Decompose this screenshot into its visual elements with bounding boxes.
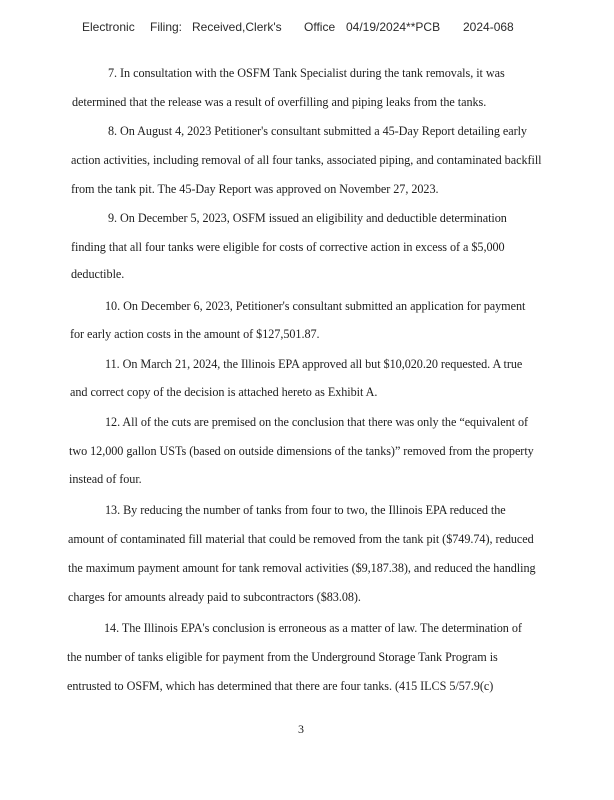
paragraph-10-line-1: 10. On December 6, 2023, Petitioner's consultant submitted an application for payment (105, 299, 526, 313)
paragraph-14-line-2: the number of tanks eligible for payment from the Underground Storage Tank Program is (67, 650, 498, 664)
header-electronic: Electronic (82, 20, 135, 34)
paragraph-7-line-1: 7. In consultation with the OSFM Tank Specialist during the tank removals, it was (108, 66, 505, 80)
paragraph-11-line-2: and correct copy of the decision is attached hereto as Exhibit A. (70, 385, 378, 399)
header-case-number: 2024-068 (463, 20, 514, 34)
paragraph-8-line-2: action activities, including removal of all four tanks, associated piping, and contaminated backfill (71, 153, 542, 167)
paragraph-9-line-1: 9. On December 5, 2023, OSFM issued an eligibility and deductible determination (108, 211, 507, 225)
header-date: 04/19/2024**PCB (346, 20, 441, 34)
page-number: 3 (298, 722, 304, 736)
paragraph-14-line-3: entrusted to OSFM, which has determined that there are four tanks. (415 ILCS 5/57.9(c) (67, 679, 494, 693)
paragraph-13-line-1: 13. By reducing the number of tanks from four to two, the Illinois EPA reduced the (105, 503, 506, 517)
paragraph-13-line-4: charges for amounts already paid to subcontractors ($83.08). (68, 590, 361, 604)
paragraph-13-line-2: amount of contaminated fill material that could be removed from the tank pit ($749.74), reduced (68, 532, 534, 546)
header-office: Office (304, 20, 336, 34)
paragraph-12-line-1: 12. All of the cuts are premised on the conclusion that there was only the “equivalent of (105, 415, 529, 429)
paragraph-12-line-3: instead of four. (69, 472, 142, 486)
paragraph-9-line-2: finding that all four tanks were eligible for costs of corrective action in excess of a $5,000 (71, 240, 505, 254)
paragraph-14-line-1: 14. The Illinois EPA's conclusion is erroneous as a matter of law. The determination of (104, 621, 522, 635)
paragraph-8-line-3: from the tank pit. The 45-Day Report was approved on November 27, 2023. (71, 182, 439, 196)
paragraph-10-line-2: for early action costs in the amount of $127,501.87. (70, 327, 320, 341)
paragraph-12-line-2: two 12,000 gallon USTs (based on outside dimensions of the tanks)” removed from the property (69, 444, 534, 458)
paragraph-13-line-3: the maximum payment amount for tank removal activities ($9,187.38), and reduced the handling (68, 561, 536, 575)
paragraph-8-line-1: 8. On August 4, 2023 Petitioner's consultant submitted a 45-Day Report detailing early (108, 124, 527, 138)
paragraph-11-line-1: 11. On March 21, 2024, the Illinois EPA approved all but $10,020.20 requested. A true (105, 357, 523, 371)
paragraph-9-line-3: deductible. (71, 267, 125, 281)
paragraph-7-line-2: determined that the release was a result of overfilling and piping leaks from the tanks. (72, 95, 487, 109)
header-filing: Filing: (150, 20, 183, 34)
header-received: Received,Clerk's (192, 20, 282, 34)
